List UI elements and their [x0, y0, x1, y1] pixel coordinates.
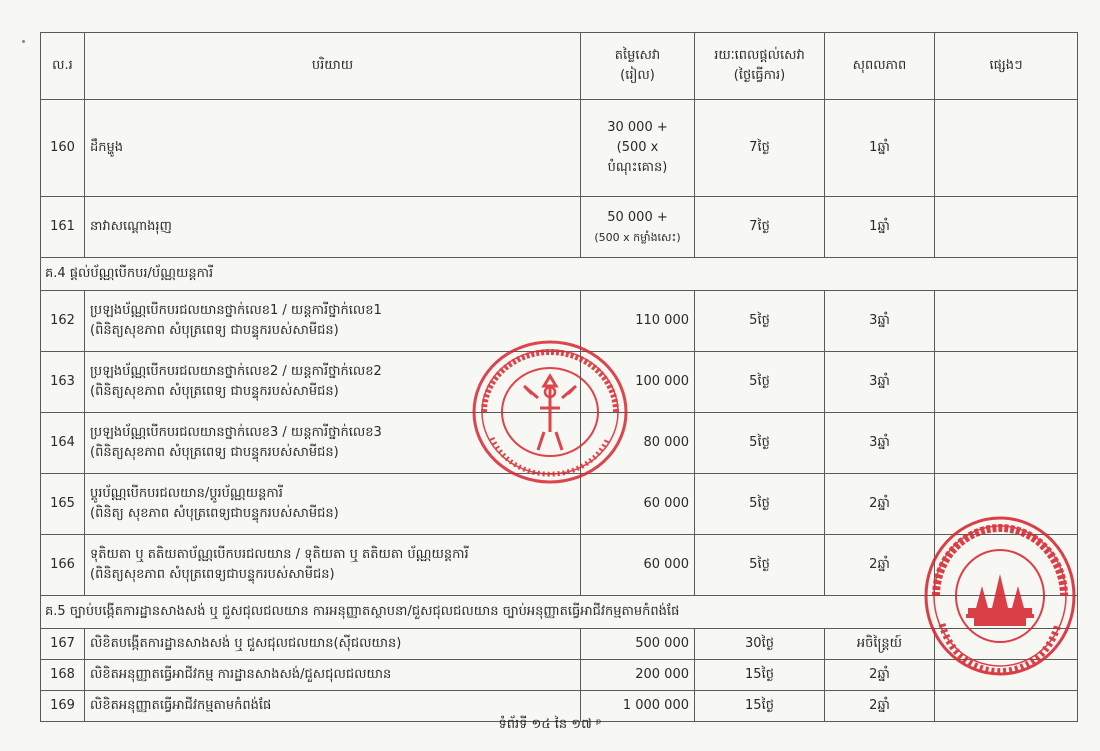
cell-validity: 1ឆ្នាំ	[825, 197, 935, 258]
cell-description	[85, 535, 581, 596]
cell-no: 160	[41, 100, 85, 197]
cell-other	[935, 474, 1078, 535]
cell-duration: 7ថ្ងៃ	[695, 197, 825, 258]
cell-no: 166	[41, 535, 85, 596]
section-row	[41, 258, 1078, 291]
cell-description: លិខិតអនុញ្ញាតធ្វើអាជីវកម្មតាមកំពង់ផែ	[85, 691, 581, 722]
cell-price: 200 000	[581, 660, 695, 691]
price-line: បំណុះគោន)	[607, 160, 668, 176]
cell-other	[935, 197, 1078, 258]
cell-price: 80 000	[581, 413, 695, 474]
cell-validity: 3ឆ្នាំ	[825, 413, 935, 474]
header-duration-line2: (ថ្ងៃធ្វើការ)	[733, 68, 786, 83]
table-row	[41, 291, 1078, 352]
cell-duration: 5ថ្ងៃ	[695, 352, 825, 413]
page-number: ទំព័រទី ១៤ នៃ ១៧ ᵖ	[498, 717, 602, 732]
cell-description: លិខិតអនុញ្ញាតធ្វើអាជីវកម្ម ការដ្ឋានសាងសង់/ជួសជុលជលយាន	[85, 660, 581, 691]
cell-duration: 15ថ្ងៃ	[695, 691, 825, 722]
header-price-line1: តម្លៃសេវា	[614, 47, 661, 63]
cell-price: 60 000	[581, 535, 695, 596]
header-other: ផ្សេងៗ	[935, 33, 1078, 100]
cell-price: 60 000	[581, 474, 695, 535]
cell-price: 110 000	[581, 291, 695, 352]
description-line: ប្រឡងប័ណ្ណបើកបរជលយានថ្នាក់លេខ1 / យន្តការីថ្នាក់លេខ1	[90, 302, 382, 318]
cell-validity: អចិន្ត្រៃយ៍	[825, 629, 935, 660]
cell-other	[935, 100, 1078, 197]
table-row	[41, 535, 1078, 596]
cell-description: នាវាសណ្តោងរុញ	[85, 197, 581, 258]
cell-duration: 30ថ្ងៃ	[695, 629, 825, 660]
cell-validity: 2ឆ្នាំ	[825, 535, 935, 596]
description-line: ទុតិយតា ឬ តតិយតាប័ណ្ណបើកបរជលយាន / ទុតិយតា ឬ តតិយតា ប័ណ្ណយន្តការី	[90, 546, 469, 562]
cell-price	[581, 100, 695, 197]
table-row	[41, 413, 1078, 474]
description-line: (ពិនិត្យសុខភាព សំបុត្រពេទ្យ ជាបន្ទុករបស់សាមីជន)	[90, 323, 339, 338]
cell-other	[935, 535, 1078, 596]
table-row	[41, 629, 1078, 660]
cell-price: 100 000	[581, 352, 695, 413]
cell-validity: 2ឆ្នាំ	[825, 660, 935, 691]
price-line: 50 000 +	[607, 210, 668, 226]
header-validity: សុពលភាព	[825, 33, 935, 100]
cell-duration: 5ថ្ងៃ	[695, 413, 825, 474]
cell-duration: 5ថ្ងៃ	[695, 474, 825, 535]
cell-validity: 1ឆ្នាំ	[825, 100, 935, 197]
cell-other	[935, 291, 1078, 352]
header-duration	[695, 33, 825, 100]
header-description: បរិយាយ	[85, 33, 581, 100]
cell-price: 1 000 000	[581, 691, 695, 722]
cell-duration: 5ថ្ងៃ	[695, 535, 825, 596]
cell-validity: 3ឆ្នាំ	[825, 291, 935, 352]
description-line: (ពិនិត្យសុខភាព សំបុត្រពេទ្យ ជាបន្ទុករបស់សាមីជន)	[90, 384, 339, 399]
cell-no: 162	[41, 291, 85, 352]
cell-no: 161	[41, 197, 85, 258]
scan-speck	[22, 40, 25, 43]
header-price-line2: (រៀល)	[620, 68, 655, 83]
header-price	[581, 33, 695, 100]
cell-validity: 3ឆ្នាំ	[825, 352, 935, 413]
cell-other	[935, 629, 1078, 660]
header-duration-line1: រយៈពេលផ្តល់សេវា	[714, 47, 805, 63]
section-heading-4: គ.4 ផ្តល់ប័ណ្ណបើកបរ/ប័ណ្ណយន្តការី	[41, 258, 1078, 291]
cell-no: 163	[41, 352, 85, 413]
table-row	[41, 197, 1078, 258]
cell-price: 500 000	[581, 629, 695, 660]
cell-other	[935, 413, 1078, 474]
cell-duration: 7ថ្ងៃ	[695, 100, 825, 197]
cell-no: 167	[41, 629, 85, 660]
section-row	[41, 596, 1078, 629]
description-line: ប្រឡងប័ណ្ណបើកបរជលយានថ្នាក់លេខ3 / យន្តការីថ្នាក់លេខ3	[90, 424, 382, 440]
header-no: ល.រ	[41, 33, 85, 100]
cell-no: 164	[41, 413, 85, 474]
price-line: 30 000 +	[607, 119, 668, 135]
price-line: (500 x កម្លាំងសេះ)	[594, 230, 681, 244]
cell-duration: 5ថ្ងៃ	[695, 291, 825, 352]
table-row	[41, 474, 1078, 535]
section-heading-5	[41, 596, 1078, 629]
price-line: (500 x	[616, 139, 659, 155]
cell-description	[85, 352, 581, 413]
cell-validity: 2ឆ្នាំ	[825, 474, 935, 535]
table-row	[41, 352, 1078, 413]
cell-no: 168	[41, 660, 85, 691]
cell-no: 165	[41, 474, 85, 535]
cell-price	[581, 197, 695, 258]
description-line: ប្រឡងប័ណ្ណបើកបរជលយានថ្នាក់លេខ2 / យន្តការីថ្នាក់លេខ2	[90, 363, 382, 379]
cell-duration: 15ថ្ងៃ	[695, 660, 825, 691]
description-line: (ពិនិត្យសុខភាព សំបុត្រពេទ្យជាបន្ទុករបស់សាមីជន)	[90, 567, 335, 582]
table-row	[41, 100, 1078, 197]
header-row	[41, 33, 1078, 100]
cell-description	[85, 474, 581, 535]
service-fee-table	[40, 32, 1078, 722]
cell-no: 169	[41, 691, 85, 722]
cell-description: លិខិតបង្កើតការដ្ឋានសាងសង់ ឬ ជួសជុលជលយាន(ស៊ីជលយាន)	[85, 629, 581, 660]
description-line: (ពិនិត្យសុខភាព សំបុត្រពេទ្យ ជាបន្ទុករបស់សាមីជន)	[90, 445, 339, 460]
section-heading-text: គ.5 ច្បាប់បង្កើតការដ្ឋានសាងសង់ ឬ ជួសជុលជលយាន ការអនុញ្ញាតស្ថាបនា/ជួសជុលជលយាន ច្បាប់អនុញ្ញាតធ្វើអាជីវកម្មតាមកំពង់ផែ	[45, 603, 680, 619]
description-line: ប្តូរប័ណ្ណបើកបរជលយាន/ប្តូរប័ណ្ណយន្តការី	[90, 485, 283, 501]
table-row	[41, 660, 1078, 691]
cell-description: ដឹកម្ហូង	[85, 100, 581, 197]
cell-other	[935, 660, 1078, 691]
description-line: (ពិនិត្យ សុខភាព សំបុត្រពេទ្យជាបន្ទុករបស់សាមីជន)	[90, 506, 339, 521]
cell-description	[85, 413, 581, 474]
cell-other	[935, 352, 1078, 413]
cell-description	[85, 291, 581, 352]
cell-validity: 2ឆ្នាំ	[825, 691, 935, 722]
